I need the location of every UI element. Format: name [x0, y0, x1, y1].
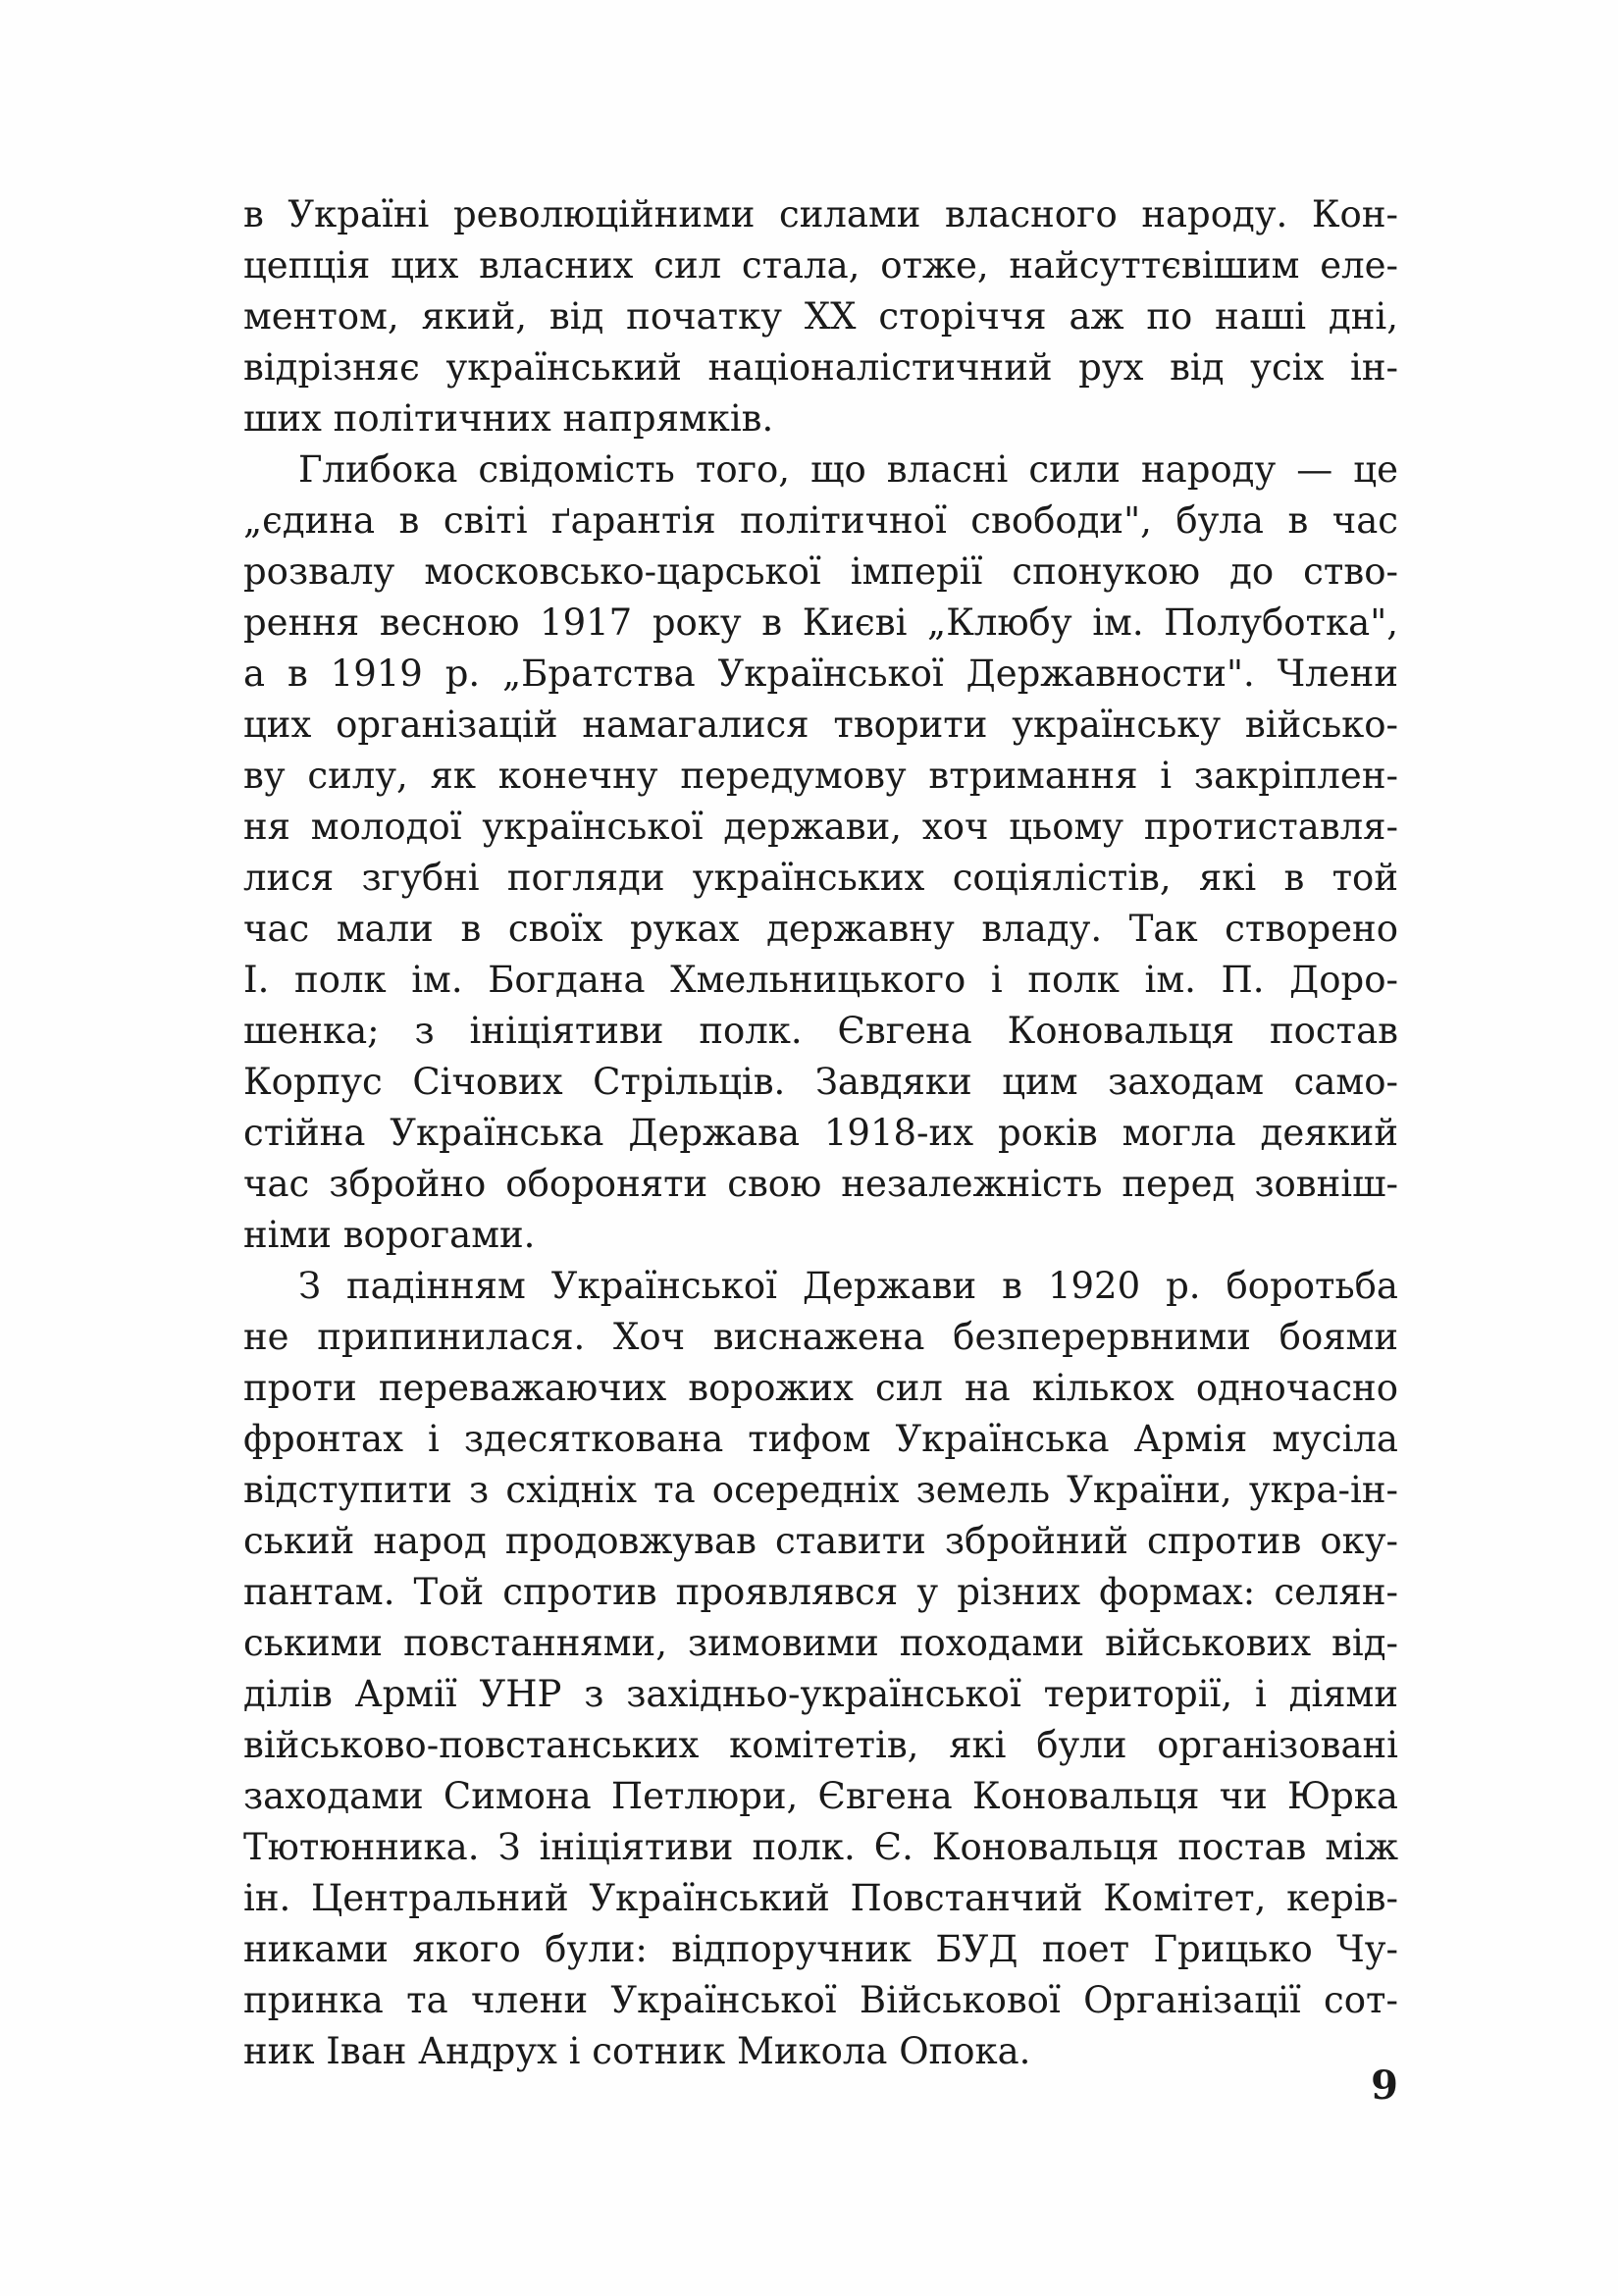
text-line: ськими повстаннями, зимовими походами військових від-	[243, 1622, 1398, 1664]
text-line: ментом, який, від початку XX сторіччя аж по наші дні,	[243, 295, 1398, 338]
text-line: І. полк ім. Богдана Хмельницького і полк ім. П. Доро-	[243, 959, 1398, 1001]
text-line: заходами Симона Петлюри, Євгена Коновальця чи Юрка	[243, 1775, 1398, 1817]
text-line: проти переважаючих ворожих сил на кількох одночасно	[243, 1367, 1398, 1409]
text-line: ін. Центральний Український Повстанчий Комітет, керів-	[243, 1877, 1398, 1919]
text-line: рення весною 1917 року в Києві „Клюбу ім. Полуботка",	[243, 601, 1398, 644]
text-line: Корпус Січових Стрільців. Завдяки цим заходам само-	[243, 1061, 1398, 1103]
text-line: відступити з східніх та осередніх земель України, укра-ін-	[243, 1469, 1398, 1511]
text-line: німи ворогами.	[243, 1214, 536, 1256]
text-line: час збройно обороняти свою незалежність перед зовніш-	[243, 1163, 1398, 1205]
text-line: ня молодої української держави, хоч цьому протиставля-	[243, 806, 1398, 848]
text-line: „єдина в світі ґарантія політичної свободи", була в час	[243, 499, 1398, 542]
text-line: ділів Армії УНР з західньо-української території, і діями	[243, 1673, 1398, 1715]
text-line: ник Іван Андрух і сотник Микола Опока.	[243, 2030, 1031, 2072]
text-line: никами якого були: відпоручник БУД поет Грицько Чу-	[243, 1928, 1398, 1970]
text-line: ших політичних напрямків.	[243, 397, 774, 440]
text-line: Тютюнника. З ініціятиви полк. Є. Коновальця постав між	[243, 1826, 1398, 1868]
text-line: ський народ продовжував ставити збройний спротив оку-	[243, 1520, 1398, 1562]
text-line: розвалу московсько-царської імперії спонукою до ство-	[243, 550, 1398, 593]
text-line: пантам. Той спротив проявлявся у різних формах: селян-	[243, 1571, 1398, 1613]
text-line: військово-повстанських комітетів, які були організовані	[243, 1724, 1398, 1766]
text-line: час мали в своїх руках державну владу. Так створено	[243, 908, 1398, 950]
text-line: фронтах і здесяткована тифом Українська Армія мусіла	[243, 1418, 1398, 1460]
text-line: З падінням Української Держави в 1920 р. боротьба	[298, 1265, 1398, 1307]
text-line: принка та члени Української Військової Організації сот-	[243, 1979, 1398, 2021]
text-line: відрізняє український націоналістичний рух від усіх ін-	[243, 346, 1398, 389]
text-line: лися згубні погляди українських соціялістів, які в той	[243, 857, 1398, 899]
text-line: Глибока свідомість того, що власні сили народу — це	[298, 448, 1398, 491]
text-line: а в 1919 р. „Братства Української Державности". Члени	[243, 652, 1398, 695]
text-line: цепція цих власних сил стала, отже, найсуттєвішим еле-	[243, 244, 1398, 287]
text-line: в Україні революційними силами власного народу. Кон-	[243, 193, 1398, 235]
page-number: 9	[1371, 2062, 1398, 2109]
text-line: цих організацій намагалися творити українську військо-	[243, 704, 1398, 746]
text-line: не припинилася. Хоч виснажена безперервними боями	[243, 1316, 1398, 1358]
text-line: стійна Українська Держава 1918-их років могла деякий	[243, 1112, 1398, 1154]
text-line: ву силу, як конечну передумову втримання і закріплен-	[243, 755, 1398, 797]
text-line: шенка; з ініціятиви полк. Євгена Коновальця постав	[243, 1010, 1398, 1052]
